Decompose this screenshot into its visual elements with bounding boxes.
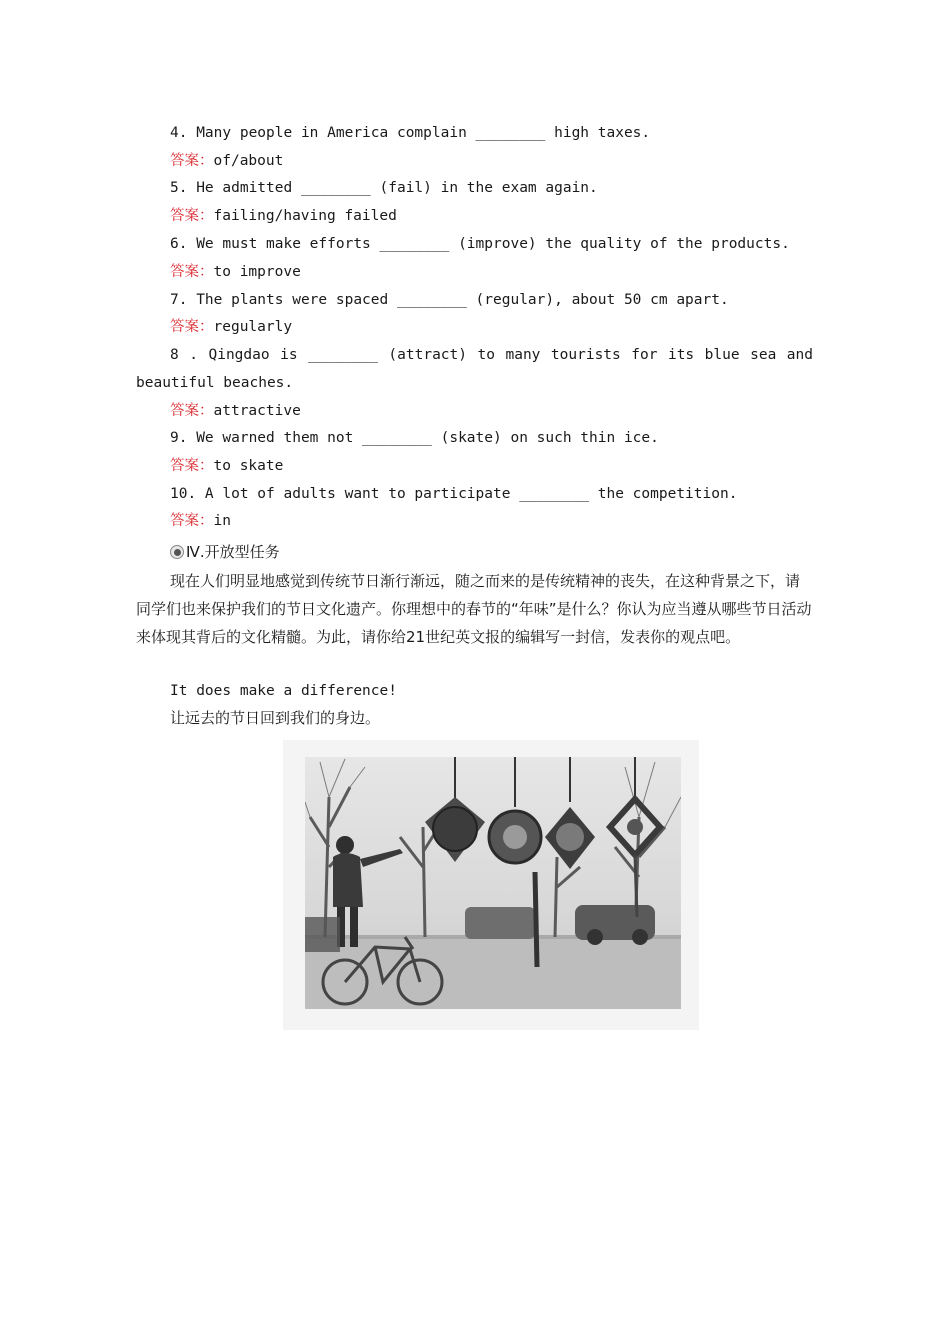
answer-label: 答案： (170, 319, 214, 335)
answer-label: 答案： (170, 403, 214, 419)
section-heading (170, 541, 280, 563)
answer-label: 答案： (170, 153, 214, 169)
question-5: 5. He admitted ________ (fail) in the exam again. (170, 180, 598, 196)
question-10: 10. A lot of adults want to participate ________ the competition. (170, 486, 738, 502)
question-7: 7. The plants were spaced ________ (regular), about 50 cm apart. (170, 292, 729, 308)
answer-6 (170, 262, 301, 282)
answer-text: to improve (213, 264, 301, 280)
question-8-line1 (170, 345, 813, 365)
answer-9 (170, 456, 283, 476)
answer-4 (170, 151, 283, 171)
task-paragraph: 现在人们明显地感觉到传统节日渐行渐远，随之而来的是传统精神的丧失，在这种背景之下，请同学们也来保护我们的节日文化遗产。你理想中的春节的“年味”是什么？你认为应当遵从哪些节日活动来体现其背后的文化精髓。为此，请你给21世纪英文报的编辑写一封信，发表你的观点吧。 (136, 572, 812, 646)
answer-label: 答案： (170, 513, 214, 529)
essay-title-en: It does make a difference! (170, 683, 397, 699)
answer-5 (170, 206, 397, 226)
answer-8 (170, 401, 301, 421)
question-9: 9. We warned them not ________ (skate) on such thin ice. (170, 430, 659, 446)
essay-title-cn: 让远去的节日回到我们的身边。 (170, 709, 381, 727)
answer-label: 答案： (170, 264, 214, 280)
answer-7 (170, 317, 292, 337)
answer-text: failing/having failed (213, 208, 397, 224)
answer-text: to skate (213, 458, 284, 474)
answer-text: attractive (213, 403, 301, 419)
answer-text: of/about (213, 153, 284, 169)
answer-text: regularly (213, 319, 293, 335)
photo-frame (283, 740, 699, 1030)
question-8-line2: beautiful beaches. (136, 375, 294, 391)
answer-10 (170, 511, 231, 531)
answer-label: 答案： (170, 458, 214, 474)
photo-chinese-knots-bicycle (305, 757, 681, 1009)
question-4: 4. Many people in America complain ________ high taxes. (170, 125, 651, 141)
radio-bullet-icon (170, 545, 184, 559)
answer-text: in (213, 513, 231, 529)
answer-label: 答案： (170, 208, 214, 224)
section-title: Ⅳ.开放型任务 (186, 543, 280, 561)
question-8-text: 8 . Qingdao is ________ (attract) to many tourists for its blue sea and (170, 347, 813, 363)
question-6: 6. We must make efforts ________ (improve) the quality of the products. (170, 236, 790, 252)
